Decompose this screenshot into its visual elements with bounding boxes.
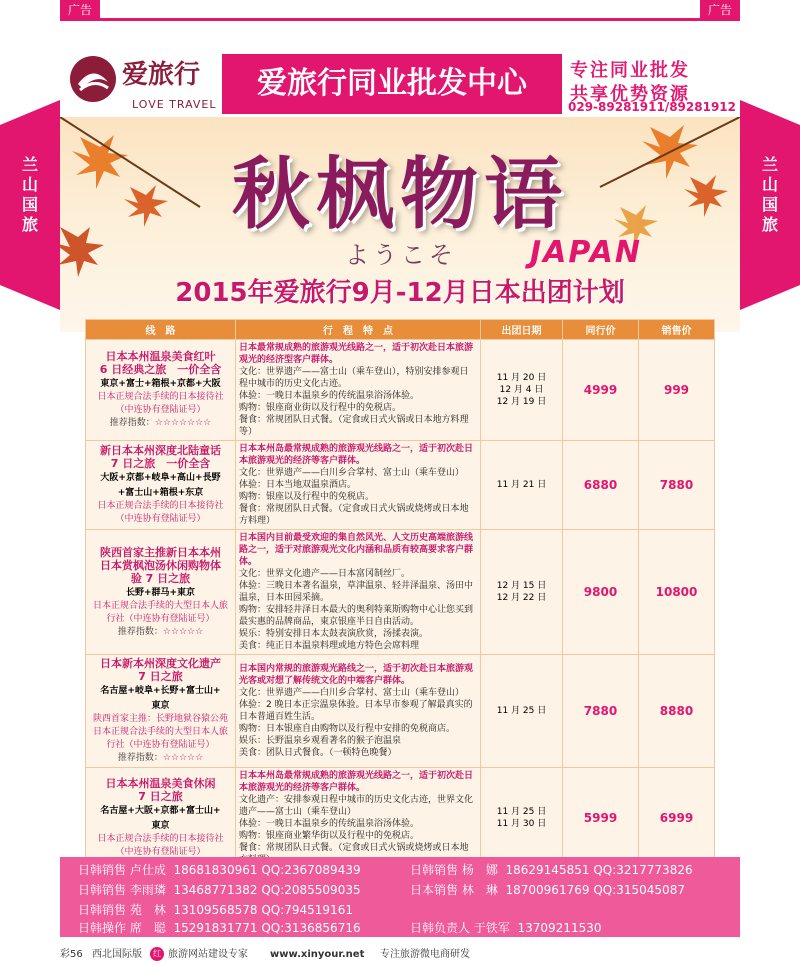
peer-price-cell [563,655,639,768]
tour-feature-line: 体验：一晚日本温泉乡的传统温泉浴汤体验。 [239,819,420,829]
tour-path: 长野+群马+東京 [125,587,196,598]
features-cell [236,530,481,655]
tagline-1: 专注同业批发 [570,60,690,81]
contact-item: 日本销售 林 琳 18700961769 QQ:315045087 [410,883,685,897]
tour-feature-line: 文化遗产：安排参观日程中城市的历史文化古迹，世界文化遗产——富士山（乘车登山） [239,795,474,817]
sale-price: 7880 [659,478,694,492]
side-ribbon-left [0,100,60,310]
footer-logo-icon: 红 [150,945,164,965]
tour-agent-note: 行社（中连协有登陆证号） [106,740,215,750]
tour-path: 東京+富士+箱根+京都+大阪 [100,379,221,389]
company-title: 爱旅行同业批发中心 [222,54,562,114]
route-cell [86,655,236,768]
sale-price: 10800 [655,585,698,599]
tour-intro: 日本本州岛最常规成熟的旅游观光线路之一，适于初次赴日本旅游观光的经济等客户群体。 [239,771,474,793]
sales-contacts [60,857,740,937]
contact-item: 日韩操作 席 聪 15291831771 QQ:3136856716 [78,921,361,935]
table-row [86,340,715,441]
header-peer-price: 同行价 [563,320,639,340]
contact-item: 日韩负责人 于铁军 13709211530 [410,921,602,935]
contact-item: 日韩销售 李雨璘 13468771382 QQ:2085509035 [78,883,361,897]
table-row [86,530,715,655]
tour-name: 日本赏枫泡汤休闲购物体 [100,558,221,572]
tour-feature-line: 餐食：常规团队日式餐。（定食或日式火锅或烧烤或日本地方料理） [239,504,469,526]
tour-intro: 日本国内常规的旅游观光路线之一，适于初次赴日本旅游观光客或对想了解传统文化的中端客户群体。 [239,664,474,686]
advert-frame [60,22,740,942]
departure-date: 11 月 25 日 [496,706,547,716]
page-footer [60,945,740,965]
sale-price: 8880 [659,704,694,718]
tour-name: 验 7 日之旅 [130,571,191,585]
tour-feature-line: 购物：银座商业繁华街以及行程中的免税店。 [239,831,420,841]
banner-welcome-kana: ようこそ [345,241,457,269]
dates-cell [481,441,563,530]
peer-price: 5999 [583,811,618,825]
footer-url[interactable]: www.xinyour.net [270,949,365,960]
tour-name: 新日本本州深度北陆童话 [100,444,221,457]
tour-name: 陕西首家主推新日本本州 [100,545,221,559]
side-ribbon-text-left: 兰山国旅 [21,155,38,234]
recommend-index: 推荐指数：☆☆☆☆☆ [117,626,204,637]
footer-expert: 旅游网站建设专家 [168,949,248,960]
ad-label-left: 广告 [60,0,100,20]
section-name: 西北国际版 [92,949,142,960]
tagline-2: 共享优势资源 [570,84,690,105]
route-cell [86,441,236,530]
header-features: 行 程 特 点 [236,320,481,340]
departure-date: 11 月 21 日 [496,480,547,490]
star-rating-icon: ☆☆☆☆☆☆☆ [154,418,212,428]
tour-agent-note: 日本正规合法手续的大型日本人旅 [92,600,228,611]
star-rating-icon: ☆☆☆☆☆ [162,626,204,637]
tour-feature-line: 美食：团队日式餐食。（一顿特色晚餐） [239,748,397,758]
autumn-banner [60,117,740,332]
ad-label-right: 广告 [700,0,740,20]
company-phone: 029-89281911/89281912 [568,100,737,114]
departure-date: 12 月 19 日 [496,397,547,407]
header-sale-price: 销售价 [639,320,715,340]
peer-price: 4999 [583,383,618,397]
sale-price-cell [639,530,715,655]
dates-cell [481,655,563,768]
tour-intro: 日本本州岛最常规成熟的旅游观光线路之一，适于初次赴日本旅游观光的经济等客户群体。 [239,444,474,466]
departure-date: 12 月 15 日 [496,581,547,591]
tour-feature-line: 体验：日本当地双温泉酒店。 [239,480,357,490]
recommend-index: 推荐指数：☆☆☆☆☆☆☆ [109,418,212,428]
tour-feature-line: 娱乐：长野温泉乡观看著名的猴子泡温泉 [239,736,402,746]
peer-price-cell [563,768,639,869]
tour-name: 7 日之旅 [138,670,183,683]
dates-cell [481,340,563,441]
top-divider [60,18,740,21]
sale-price: 999 [663,383,690,397]
header-dates: 出团日期 [481,320,563,340]
route-cell [86,340,236,441]
sale-price-cell [639,655,715,768]
tour-agent-note: （中连协有登陆证号） [115,514,206,524]
contact-item: 日韩销售 卢仕成 18681830961 QQ:2367089439 [78,863,361,877]
tour-path: 名古屋+大阪+京都+富士山+ [100,806,221,816]
dates-cell [481,768,563,869]
star-rating-icon: ☆☆☆☆☆ [162,753,204,763]
sale-price-cell [639,768,715,869]
peer-price-cell [563,441,639,530]
table-row [86,441,715,530]
departure-date: 12 月 4 日 [499,385,544,395]
departure-date: 11 月 25 日 [496,807,547,817]
table-row [86,655,715,768]
dates-cell [481,530,563,655]
banner-japan: JAPAN [530,235,642,270]
tour-agent-note: （中连协有登陆证号） [115,405,206,415]
departure-date: 12 月 22 日 [496,593,547,603]
header-route: 线 路 [86,320,236,340]
tour-feature-line: 购物：安排轻井泽日本最大的奥利特莱斯购物中心让您买到最实惠的品牌商品，東京银座半日自由活动。 [239,605,474,627]
tour-feature-line: 餐食：常规团队日式餐。（定食或日式火锅或日本地方料理等） [239,415,469,437]
tour-name: 7 日之旅 [138,790,183,803]
tour-feature-line: 购物：银座商业街以及行程中的免税店。 [239,403,402,413]
tour-feature-line: 体验：三晚日本著名温泉，草津温泉、轻井泽温泉、汤田中温泉，日本田园采摘。 [239,581,474,603]
footer-tagline: 专注旅游微电商研发 [380,949,470,960]
tour-feature-line: 购物：银座以及行程中的免税店。 [239,492,375,502]
logo-english-name: LOVE TRAVEL [132,98,217,111]
tour-feature-line: 餐食：常规团队日式餐。（定食或日式火锅或烧烤或日本地 [239,843,469,853]
route-cell [86,530,236,655]
features-cell [236,340,481,441]
tour-table [85,319,715,869]
tour-agent-note: 行社（中连协有登陆证号） [106,613,215,624]
sale-price: 6999 [659,811,694,825]
tour-intro: 日本国内目前最受欢迎的集自然风光、人文历史高端旅游线路之一，适于对旅游观光文化内涵和品质有较高要求客户群体。 [239,533,474,567]
side-ribbon-text-right: 兰山国旅 [761,155,778,234]
tour-path: 大阪+京都+岐阜+高山+長野 [100,473,221,483]
tour-name: 7 日之旅 一价全含 [110,457,211,470]
peer-price: 6880 [583,478,618,492]
tour-feature-line: 体验：一晚日本温泉乡的传统温泉浴汤体验。 [239,391,420,401]
love-travel-logo-icon [68,54,118,104]
tour-feature-line: 美食：纯正日本温泉料理或地方特色会席料理 [239,641,420,651]
tour-agent-note: 日本正规合法手续的日本接待社 [97,392,224,402]
tour-agent-note: 陕西首家主推：长野地狱谷猿公苑 [92,714,228,724]
tour-intro: 日本最常规成熟的旅游观光线路之一，适于初次赴日本旅游观光的经济型客户群体。 [239,343,474,365]
peer-price: 9800 [583,585,618,599]
features-cell [236,768,481,869]
tour-feature-line: 体验：2 晚日本正宗温泉体验。日本早市参观了解最真实的日本普通百姓生活。 [239,700,473,722]
tour-path: +富士山+箱根+东京 [117,488,204,498]
route-cell [86,768,236,869]
tour-feature-line: 购物：日本银座自由购物以及行程中安排的免税商店。 [239,724,456,734]
banner-title: 秋枫物语 [231,149,568,240]
sale-price-cell [639,340,715,441]
sale-price-cell [639,441,715,530]
tour-feature-line: 文化：世界遗产——白川乡合掌村、富士山（乘车登山） [239,468,465,478]
departure-date: 11 月 30 日 [496,819,547,829]
contact-item: 日韩销售 苑 林 13109568578 QQ:794519161 [78,903,353,917]
tour-agent-note: 日本正规合法手续的日本接待社 [97,834,224,844]
tour-agent-note: 日本正规合法手续的日本接待社 [97,501,224,511]
peer-price: 7880 [583,704,618,718]
tour-path: 東京 [151,701,170,711]
tour-agent-note: 日本正规合法手续的大型日本人旅 [92,727,228,737]
table-header-row [86,320,715,340]
features-cell [236,655,481,768]
tour-name: 6 日经典之旅 一价全含 [99,363,222,376]
tour-name: 日本本州温泉美食休闲 [105,777,216,790]
logo-chinese-name: 爱旅行 [122,60,201,90]
tour-name: 日本新本州深度文化遗产 [100,657,221,670]
tour-feature-line: 娱乐：特别安排日本太鼓表演欣赏，汤揉表演。 [239,629,429,639]
plan-title: 2015年爱旅行9月-12月日本出团计划 [175,278,625,308]
tour-agent-note: （中连协有登陆证号） [115,847,206,857]
side-ribbon-right [740,100,800,310]
features-cell [236,441,481,530]
page-number: 彩56 [60,949,83,960]
recommend-index: 推荐指数：☆☆☆☆☆ [117,753,204,763]
peer-price-cell [563,530,639,655]
contact-item: 日韩销售 杨 娜 18629145851 QQ:3217773826 [410,863,693,877]
departure-date: 11 月 20 日 [496,373,547,383]
peer-price-cell [563,340,639,441]
tour-feature-line: 文化：世界文化遗产——日本富冈制丝厂。 [239,569,411,579]
table-row [86,768,715,869]
tour-path: 東京 [151,821,170,831]
tour-path: 名古屋+岐阜+长野+富士山+ [100,686,221,696]
tour-feature-line: 文化：世界遗产——富士山（乘车登山），特别安排参观日程中城市的历史文化古迹。 [239,367,469,389]
tour-feature-line: 文化：世界遗产——白川乡合掌村、富士山（乘车登山） [239,688,465,698]
tour-name: 日本本州温泉美食红叶 [105,350,216,363]
